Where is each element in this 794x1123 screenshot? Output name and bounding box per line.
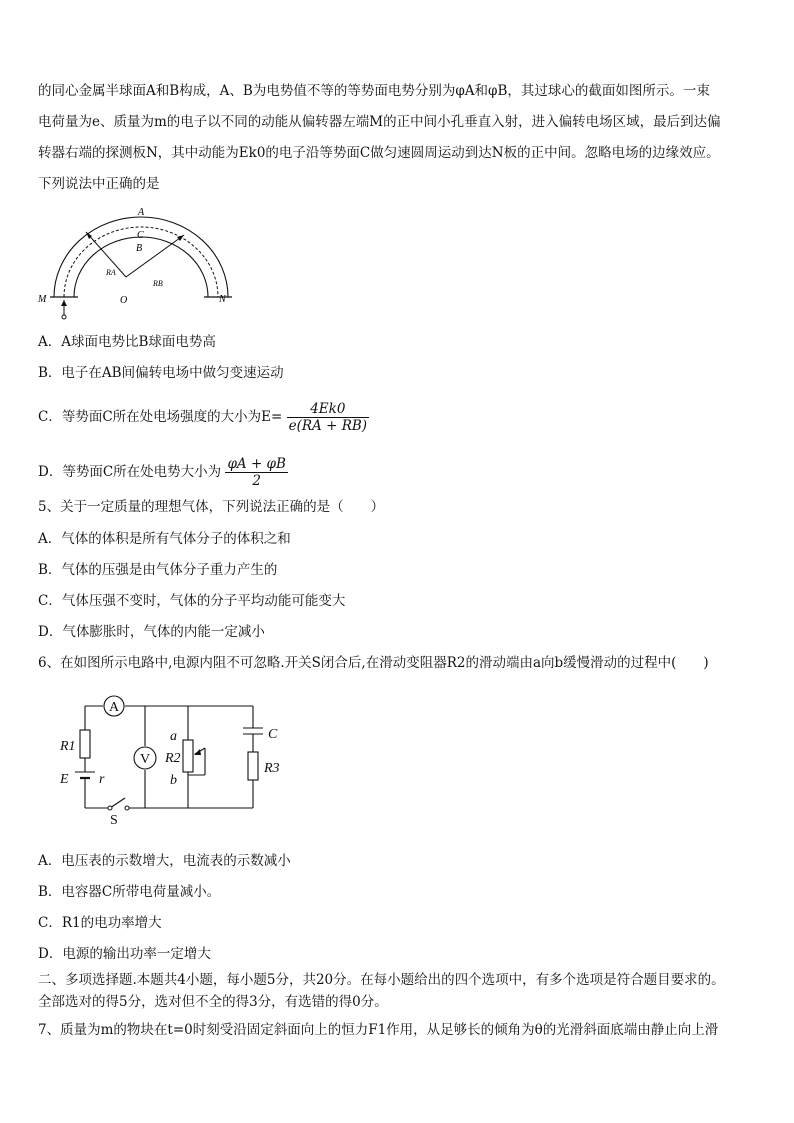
q4-stem-line1: 的同心金属半球面A和B构成，A、B为电势值不等的等势面电势分别为φA和φB，其过球心的截面如图所示。一束: [38, 83, 710, 99]
label-n: N: [219, 294, 226, 305]
q4-option-a: A．A球面电势比B球面电势高: [38, 334, 216, 350]
q4-stem-line4: 下列说法中正确的是: [38, 176, 160, 192]
e-label: E: [60, 772, 69, 787]
label-o: O: [120, 295, 128, 306]
label-a: A: [138, 207, 145, 218]
q6-option-b: B．电容器C所带电荷量减小。: [38, 884, 221, 900]
r1-label: R1: [60, 739, 76, 754]
q4-stem-line3: 转器右端的探测板N，其中动能为Ek0的电子沿等势面C做匀速圆周运动到达N板的正中间。忽略电场的边缘效应。: [38, 145, 720, 161]
q6-stem: 6、在如图所示电路中,电源内阻不可忽略.开关S闭合后,在滑动变阻器R2的滑动端由a向b缓慢滑动的过程中( ): [38, 655, 709, 671]
q4-option-c-prefix: C．等势面C所在处电场强度的大小为E=: [38, 409, 283, 425]
q4-option-d-denominator: 2: [252, 473, 261, 489]
r-label: r: [99, 772, 105, 787]
label-ra: RA: [106, 268, 116, 277]
s-label: S: [110, 813, 118, 825]
q4-stem-line2: 电荷量为e、质量为m的电子以不同的动能从偏转器左端M的正中间小孔垂直入射，进入偏转电场区域，最后到达偏: [38, 114, 721, 130]
q5-option-b: B．气体的压强是由气体分子重力产生的: [38, 562, 278, 578]
q4-option-c-fraction: [287, 401, 369, 434]
q4-option-c-numerator: 4Ek0: [287, 401, 369, 418]
q4-option-b: B．电子在AB间偏转电场中做匀变速运动: [38, 365, 284, 381]
label-b: B: [136, 243, 143, 254]
r3-label: R3: [264, 761, 280, 776]
q5-option-a: A．气体的体积是所有气体分子的体积之和: [38, 531, 291, 547]
q5-stem: 5、关于一定质量的理想气体，下列说法正确的是（ ）: [38, 499, 385, 515]
q5-option-d: D．气体膨胀时，气体的内能一定减小: [38, 624, 265, 640]
q5-option-c: C．气体压强不变时，气体的分子平均动能可能变大: [38, 593, 346, 609]
deflector-figure: [36, 205, 236, 323]
q4-option-d: [38, 455, 288, 489]
a-label: a: [170, 729, 177, 744]
q7-stem: 7、质量为m的物块在t=0时刻受沿固定斜面向上的恒力F1作用，从足够长的倾角为θ的光滑斜面底端由静止向上滑: [38, 1022, 719, 1038]
q6-option-d: D．电源的输出功率一定增大: [38, 946, 211, 962]
r2-label: R2: [165, 751, 181, 766]
c-label: C: [268, 727, 278, 742]
label-rb: RB: [153, 279, 163, 288]
q6-option-c: C．R1的电功率增大: [38, 915, 162, 931]
b-label: b: [170, 773, 177, 788]
label-c: C: [137, 230, 144, 241]
circuit-diagram: [55, 690, 295, 825]
q4-option-d-fraction: [225, 456, 287, 489]
section2-line2: 全部选对的得5分，选对但不全的得3分，有选错的得0分。: [38, 994, 388, 1010]
q4-option-c: [38, 400, 369, 434]
q4-option-d-prefix: D．等势面C所在处电势大小为: [38, 464, 222, 480]
section2-line1: 二、多项选择题.本题共4小题，每小题5分，共20分。在每小题给出的四个选项中，有多个选项是符合题目要求的。: [38, 972, 725, 988]
q6-option-a: A．电压表的示数增大，电流表的示数减小: [38, 853, 291, 869]
voltmeter-label: V: [140, 752, 151, 767]
q4-option-c-denominator: e(RA + RB): [288, 418, 368, 434]
q4-option-d-numerator: φA + φB: [227, 456, 286, 472]
label-m: M: [38, 294, 47, 305]
ammeter-label: A: [109, 700, 120, 715]
